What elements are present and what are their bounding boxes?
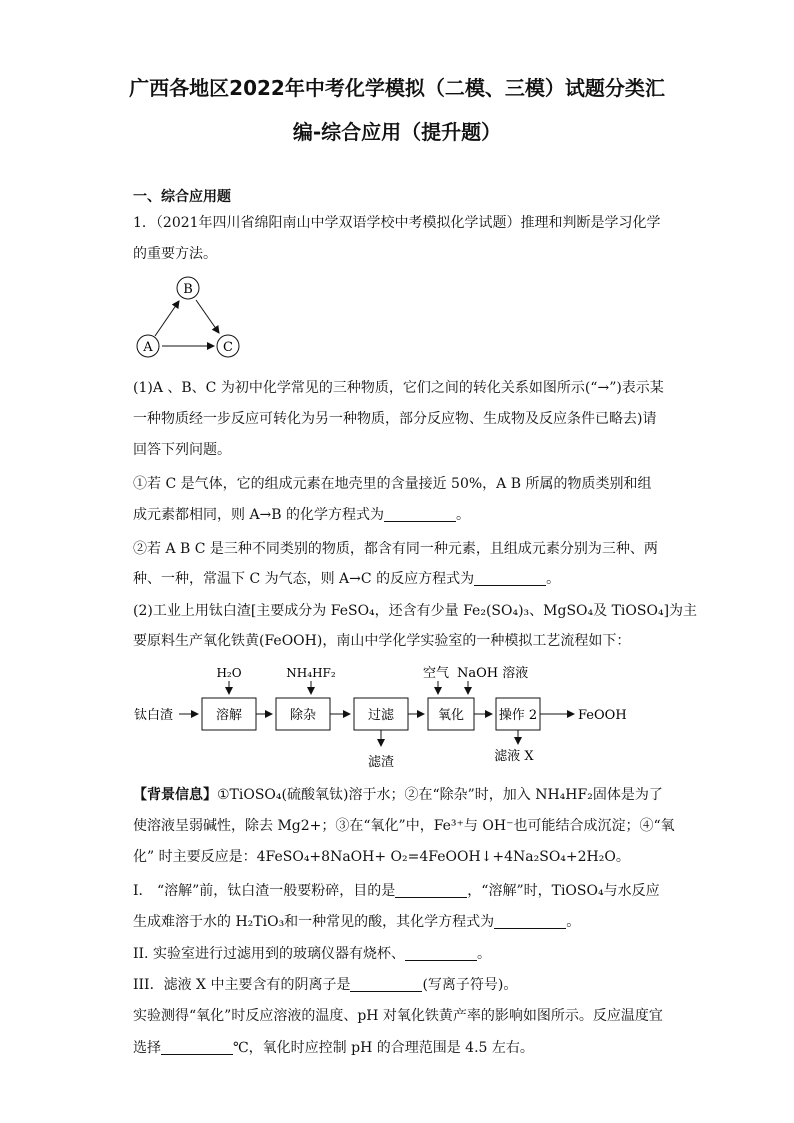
- background-line1: 【背景信息】①TiOSO₄(硫酸氧钛)溶于水；②在“除杂”时，加入 NH₄HF₂固体是为了: [133, 787, 663, 803]
- subq-iii: III．滤液 X 中主要含有的阴离子是 (写离子符号)。: [133, 977, 518, 993]
- subq2-line2: 种、一种，常温下 C 为气态，则 A→C 的反应方程式为 。: [133, 571, 561, 587]
- question-intro-line2: 的重要方法。: [133, 246, 217, 262]
- flow-output-label: FeOOH: [578, 708, 627, 723]
- node-c-label: C: [223, 340, 233, 355]
- part2-line1: (2)工业上用钛白渣[主要成分为 FeSO₄，还含有少量 Fe₂(SO₄)₃、MgSO₄及 TiOSO₄]为主: [133, 603, 698, 619]
- flow-step-oxidize-label: 氧化: [437, 708, 465, 723]
- part1-line3: 回答下列问题。: [133, 442, 231, 458]
- subq2-line1: ②若 A B C 是三种不同类别的物质，都含有同一种元素，且组成元素分别为三种、两: [133, 541, 658, 557]
- experiment-line1: 实验测得“氧化”时反应溶液的温度、pH 对氧化铁黄产率的影响如图所示。反应温度宜: [133, 1008, 663, 1024]
- flow-step-remove-impurity-label: 除杂: [289, 708, 317, 723]
- subq-ii: II. 实验室进行过滤用到的玻璃仪器有烧杯、 。: [133, 946, 491, 962]
- arrow-a-to-b: [155, 301, 179, 336]
- subq1-line2: 成元素都相同，则 A→B 的化学方程式为 。: [133, 507, 471, 523]
- page-title-line2: 编-综合应用（提升题）: [292, 120, 502, 144]
- conversion-triangle-diagram: [125, 272, 255, 367]
- section-heading: 一、综合应用题: [133, 189, 231, 205]
- node-b-label: B: [183, 282, 193, 297]
- flow-reagent-water: H₂O: [216, 666, 242, 680]
- background-line2: 使溶液呈弱碱性，除去 Mg2+；③在“氧化”中，Fe³⁺与 OH⁻也可能结合成沉淀；④“氧: [133, 818, 675, 834]
- question-intro-line1: 1．（2021年四川省绵阳南山中学双语学校中考模拟化学试题）推理和判断是学习化学: [133, 215, 661, 231]
- page-title-line1: 广西各地区2022年中考化学模拟（二模、三模）试题分类汇: [129, 76, 665, 100]
- answer-blank[interactable]: [474, 571, 546, 586]
- part2-line2: 要原料生产氧化铁黄(FeOOH)，南山中学化学实验室的一种模拟工艺流程如下：: [133, 633, 631, 649]
- node-a-label: A: [143, 340, 153, 355]
- answer-blank[interactable]: [350, 977, 422, 992]
- answer-blank[interactable]: [161, 1040, 233, 1055]
- experiment-line2: 选择 ℃，氧化时应控制 pH 的合理范围是 4.5 左右。: [133, 1040, 534, 1056]
- subq-i-line1: I． “溶解”前，钛白渣一般要粉碎，目的是 ，“溶解”时，TiOSO₄与水反应: [133, 883, 660, 899]
- flow-reagent-naoh: NaOH 溶液: [457, 666, 529, 681]
- subq-i-line2: 生成难溶于水的 H₂TiO₃和一种常见的酸，其化学方程式为 。: [133, 914, 581, 930]
- flow-step-filter-label: 过滤: [367, 708, 395, 723]
- flow-step-dissolve-label: 溶解: [215, 708, 243, 723]
- answer-blank[interactable]: [405, 946, 477, 961]
- flow-filtrate-label: 滤液 X: [494, 749, 534, 764]
- answer-blank[interactable]: [395, 883, 467, 898]
- process-flow-diagram: [130, 660, 650, 772]
- flow-reagent-air: 空气: [423, 666, 450, 681]
- answer-blank[interactable]: [384, 507, 456, 522]
- part1-line2: 一种物质经一步反应可转化为另一种物质，部分反应物、生成物及反应条件已略去)请: [133, 411, 657, 427]
- subq1-line1: ①若 C 是气体，它的组成元素在地壳里的含量接近 50%，A B 所属的物质类别和组: [133, 476, 652, 492]
- flow-residue-label: 滤渣: [367, 755, 395, 770]
- arrow-b-to-c: [196, 300, 219, 333]
- flow-input-label: 钛白渣: [134, 708, 174, 723]
- part1-line1: (1)A 、B、C 为初中化学常见的三种物质，它们之间的转化关系如图所示(“→”)表示某: [133, 380, 664, 396]
- background-line3: 化” 时主要反应是：4FeSO₄+8NaOH+ O₂=4FeOOH↓+4Na₂SO₄+2H₂O。: [133, 849, 630, 865]
- answer-blank[interactable]: [494, 914, 566, 929]
- flow-step-operation2-label: 操作 2: [498, 708, 538, 723]
- flow-reagent-nh4hf2: NH₄HF₂: [286, 666, 336, 680]
